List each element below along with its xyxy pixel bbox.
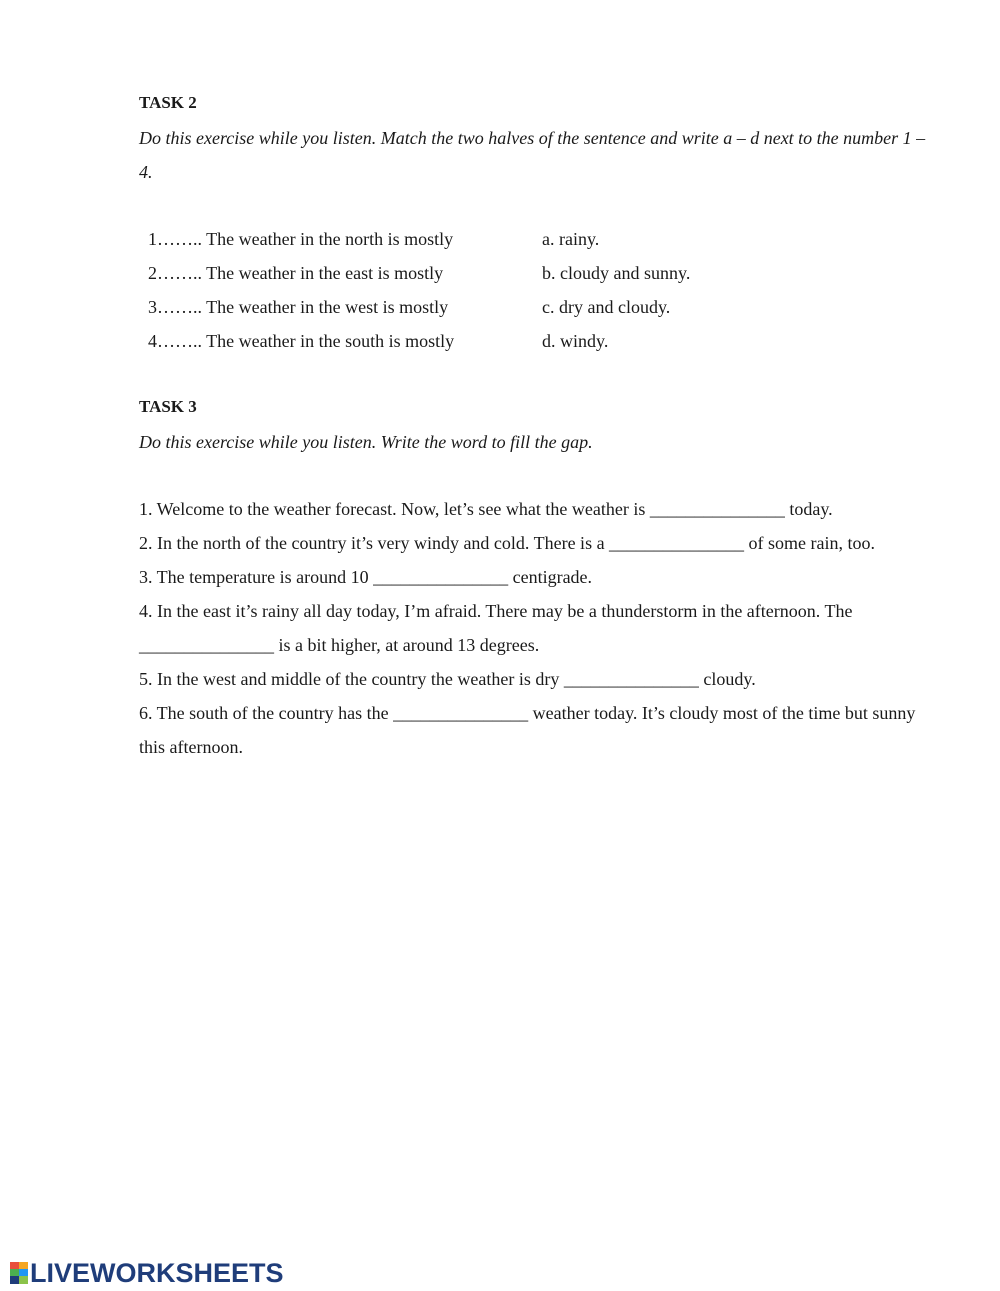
match-left-4: 4…….. The weather in the south is mostly [148,331,455,351]
match-left-1: 1…….. The weather in the north is mostly [148,229,454,249]
task3-instructions: Do this exercise while you listen. Write the word to fill the gap. [139,432,593,452]
gap-item-5: 5. In the west and middle of the country the weather is dry _______________ cloudy. [139,669,756,689]
match-row [139,222,939,256]
match-left-3: 3…….. The weather in the west is mostly [148,297,449,317]
gap-fill-list [139,492,924,764]
match-row [139,324,939,358]
match-right-d: d. windy. [542,331,609,351]
match-right-c: c. dry and cloudy. [542,297,671,317]
task3-title: TASK 3 [139,397,197,416]
liveworksheets-logo [10,1259,284,1287]
gap-item-4: 4. In the east it’s rainy all day today, I’m afraid. There may be a thunderstorm in the afternoon. The _______________ is a bit higher, at around 13 degrees. [139,601,853,655]
match-row [139,256,939,290]
match-left-2: 2…….. The weather in the east is mostly [148,263,444,283]
gap-item-3: 3. The temperature is around 10 _______________ centigrade. [139,567,593,587]
match-right-b: b. cloudy and sunny. [542,263,691,283]
match-right-a: a. rainy. [542,229,600,249]
liveworksheets-logo-text: LIVEWORKSHEETS [30,1258,284,1288]
task2-instructions: Do this exercise while you listen. Match the two halves of the sentence and write a – d next to the number 1 – 4. [139,128,926,182]
task2-title: TASK 2 [139,93,197,112]
liveworksheets-logo-icon [10,1262,28,1284]
gap-item-1: 1. Welcome to the weather forecast. Now, let’s see what the weather is _______________ today. [139,499,833,519]
match-row [139,290,939,324]
gap-item-2: 2. In the north of the country it’s very windy and cold. There is a _______________ of some rain, too. [139,533,876,553]
gap-item-6: 6. The south of the country has the _______________ weather today. It’s cloudy most of the time but sunny this afternoon. [139,703,916,757]
